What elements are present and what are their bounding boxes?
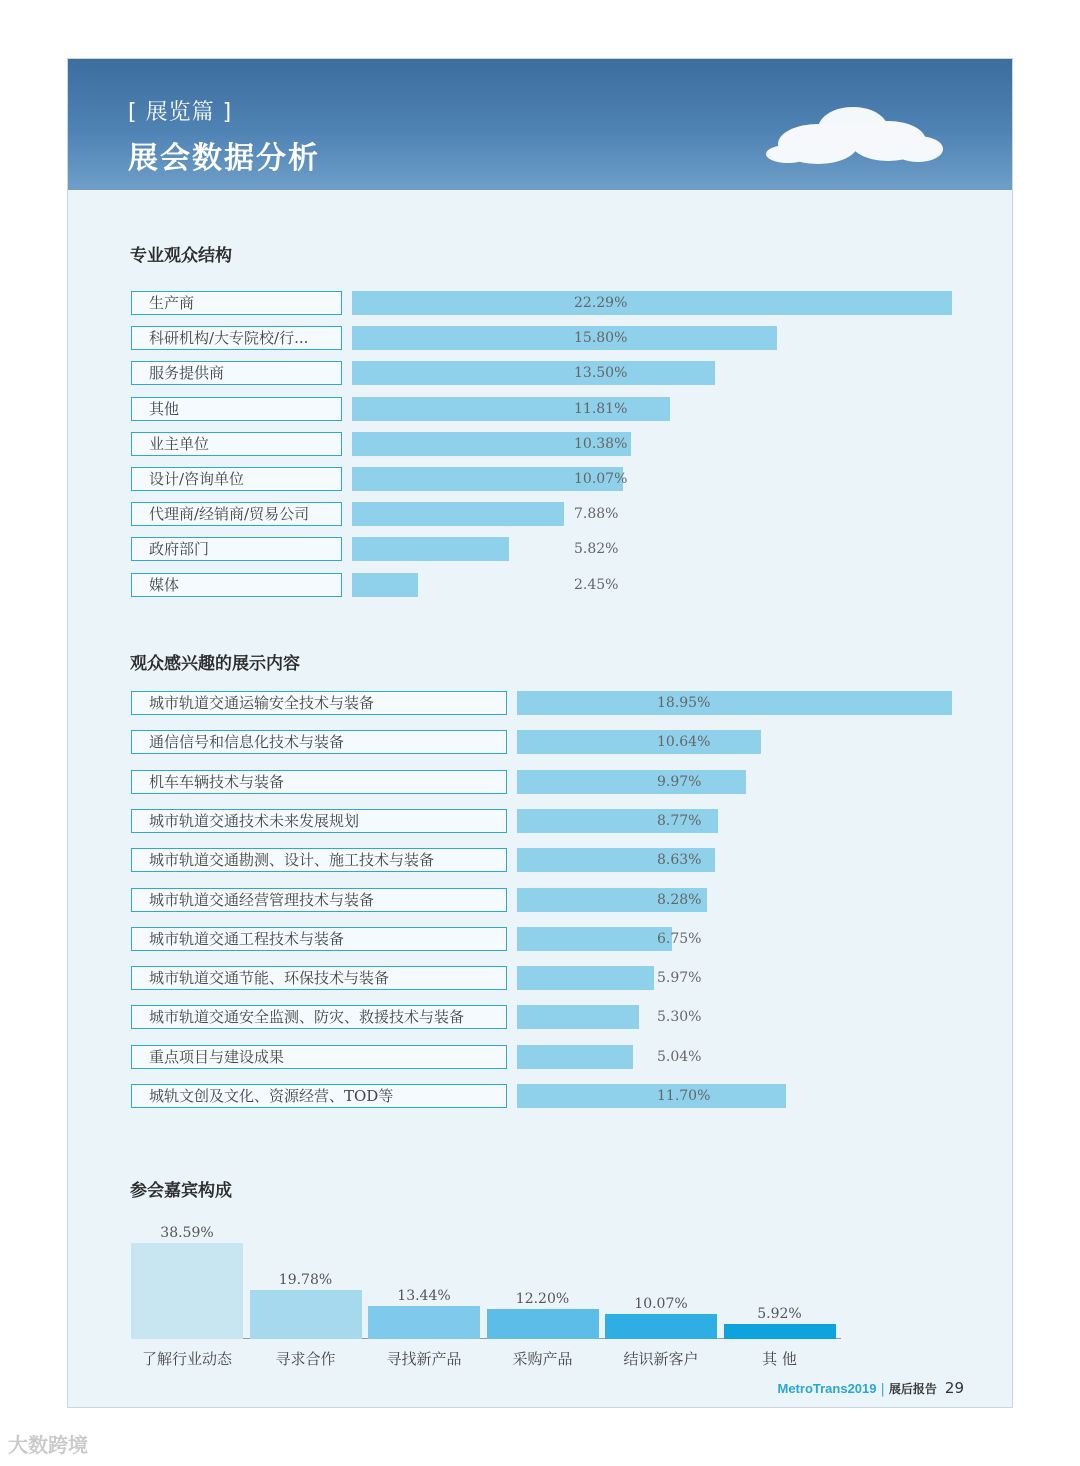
value-label: 10.07%	[634, 1296, 688, 1312]
bar	[517, 730, 761, 754]
value-label: 38.59%	[160, 1225, 214, 1241]
bar	[250, 1290, 362, 1339]
chart1-title: 专业观众结构	[130, 246, 232, 266]
page-title: 展会数据分析	[128, 141, 320, 176]
guest-composition-chart	[131, 1209, 911, 1389]
value-label: 10.38%	[574, 435, 628, 452]
category-label: 科研机构/大专院校/行...	[131, 326, 342, 350]
bar	[352, 537, 509, 561]
category-label: 寻找新产品	[386, 1350, 462, 1368]
bar	[368, 1306, 480, 1339]
category-label: 其他	[131, 397, 342, 421]
value-label: 6.75%	[657, 930, 702, 947]
category-label: 城市轨道交通经营管理技术与装备	[131, 888, 507, 912]
value-label: 19.78%	[278, 1272, 333, 1288]
footer-report: 展后报告	[888, 1382, 937, 1396]
category-label: 城市轨道交通节能、环保技术与装备	[131, 966, 507, 990]
category-label: 采购产品	[512, 1350, 573, 1368]
bar	[131, 1243, 243, 1339]
value-label: 13.50%	[574, 365, 628, 382]
bar	[352, 573, 418, 597]
value-label: 7.88%	[574, 506, 619, 523]
footer-brand: MetroTrans2019	[777, 1381, 877, 1396]
bar	[517, 1005, 639, 1029]
value-label: 8.28%	[657, 891, 702, 908]
value-label: 5.04%	[657, 1048, 702, 1065]
category-label: 城市轨道交通运输安全技术与装备	[131, 691, 507, 715]
value-label: 18.95%	[657, 695, 711, 711]
value-label: 22.29%	[574, 295, 628, 311]
page-header	[68, 59, 1012, 190]
value-label: 8.77%	[657, 812, 702, 829]
bar	[517, 966, 654, 990]
watermark: 大数跨境	[8, 1433, 88, 1457]
category-label: 机车车辆技术与装备	[131, 770, 507, 794]
value-label: 5.82%	[574, 541, 619, 558]
bar	[517, 691, 952, 715]
category-label: 了解行业动态	[141, 1350, 232, 1368]
category-label: 其 他	[762, 1350, 797, 1368]
page-number: 29	[944, 1379, 964, 1397]
value-label: 13.44%	[397, 1288, 451, 1304]
bar	[352, 361, 715, 385]
category-label: 媒体	[131, 573, 342, 597]
bar	[352, 502, 564, 526]
value-label: 11.81%	[574, 400, 628, 417]
value-label: 12.20%	[515, 1291, 570, 1307]
category-label: 城轨文创及文化、资源经营、TOD等	[131, 1084, 507, 1108]
value-label: 5.30%	[657, 1009, 702, 1026]
category-label: 城市轨道交通工程技术与装备	[131, 927, 507, 951]
category-label: 通信信号和信息化技术与装备	[131, 730, 507, 754]
footer-separator: |	[880, 1382, 885, 1397]
category-label: 重点项目与建设成果	[131, 1045, 507, 1069]
category-label: 服务提供商	[131, 361, 342, 385]
category-label: 生产商	[131, 291, 342, 315]
category-label: 业主单位	[131, 432, 342, 456]
value-label: 5.97%	[657, 970, 702, 987]
bar	[724, 1324, 836, 1339]
bar	[517, 1084, 786, 1108]
bar	[352, 291, 952, 315]
bar	[517, 1045, 633, 1069]
bar	[605, 1314, 717, 1339]
chart2-title: 观众感兴趣的展示内容	[130, 654, 300, 674]
category-label: 城市轨道交通勘测、设计、施工技术与装备	[131, 848, 507, 872]
bar	[517, 927, 672, 951]
report-page	[67, 58, 1013, 1408]
value-label: 11.70%	[657, 1088, 711, 1104]
value-label: 5.92%	[757, 1306, 802, 1322]
bar	[517, 770, 746, 794]
category-label: 代理商/经销商/贸易公司	[131, 502, 342, 526]
section-tag: [ 展览篇 ]	[128, 100, 233, 125]
value-label: 9.97%	[657, 773, 702, 790]
bar	[487, 1309, 599, 1339]
category-label: 结识新客户	[623, 1350, 699, 1368]
category-label: 寻求合作	[275, 1350, 336, 1368]
chart3-title: 参会嘉宾构成	[130, 1181, 232, 1201]
category-label: 城市轨道交通技术未来发展规划	[131, 809, 507, 833]
page-footer	[778, 1379, 965, 1397]
value-label: 10.64%	[657, 734, 711, 751]
category-label: 政府部门	[131, 537, 342, 561]
value-label: 15.80%	[574, 330, 628, 347]
bar	[352, 326, 777, 350]
cloud-icon	[758, 99, 958, 179]
value-label: 10.07%	[574, 471, 628, 487]
category-label: 城市轨道交通安全监测、防灾、救援技术与装备	[131, 1005, 507, 1029]
category-label: 设计/咨询单位	[131, 467, 342, 491]
value-label: 2.45%	[574, 576, 619, 593]
value-label: 8.63%	[657, 852, 702, 869]
